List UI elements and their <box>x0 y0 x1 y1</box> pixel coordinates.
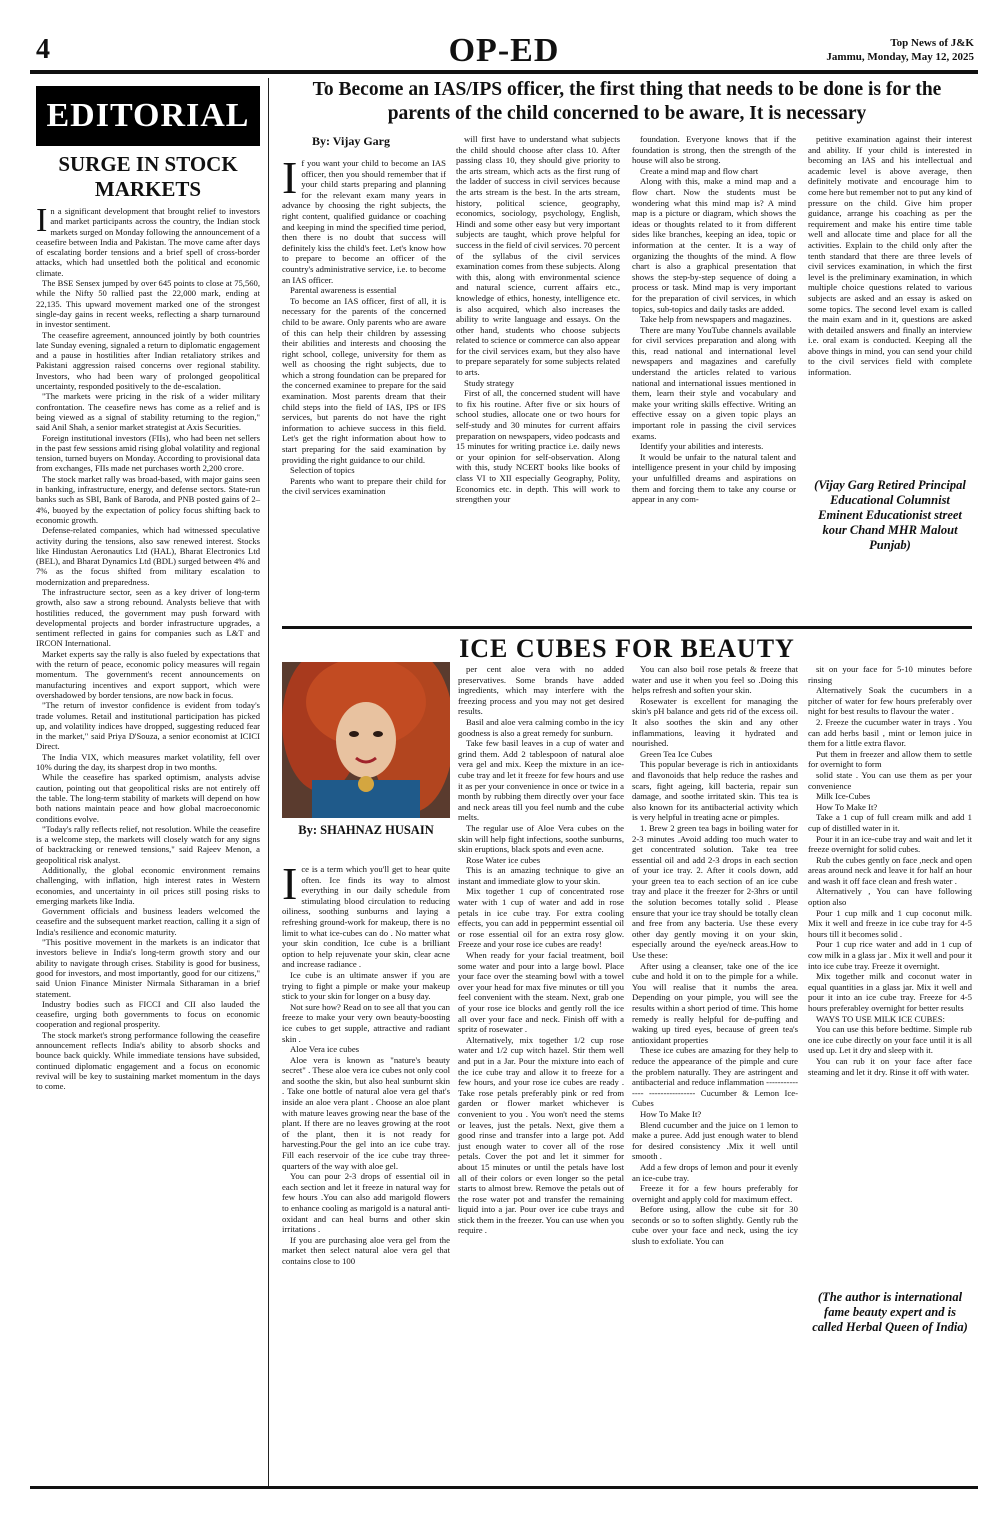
beauty-paragraph: Basil and aloe vera calming combo in the icy goodness is also a great remedy for sunburn. <box>458 716 624 738</box>
ias-dropcap: I <box>282 152 298 203</box>
beauty-paragraph: solid state . You can use them as per your convenience <box>808 769 972 791</box>
beauty-dropcap: I <box>282 858 298 909</box>
beauty-paragraph: Add a few drops of lemon and pour it evenly an ice-cube tray. <box>632 1161 798 1183</box>
beauty-paragraph: You can also boil rose petals & freeze that water and use it when you feel so .Doing this helps refresh and soften your skin. <box>632 664 798 696</box>
ias-byline: By: Vijay Garg <box>312 134 390 148</box>
beauty-paragraph: How To Make It? <box>816 801 878 812</box>
beauty-paragraph: Freeze it for a few hours preferably for overnight and apply cold for maximum effect. <box>632 1183 798 1204</box>
ias-paragraph: To become an IAS officer, first of all, it is necessary for the parents of the concerned child to be aware. Only parents who are aware of this can help their children by assessing their abilities and interests and choosing the right school, college, university for them as well as choosing the right subjects, due to which a strong foundation can be prepared for the concerned examinee to prepare for the said examination. Most parents dream that their child steps into the field of IAS, IPS or IFS services, but parents do not have the right information to achieve success in this field. Let's get the right information about how to start preparing for the said examination by providing the right guidance to our child. <box>282 295 446 465</box>
editorial-paragraph: n a significant development that brought relief to investors and market participants across the country, the Indian stock markets surged on Monday following the announcement of a ceasefire between India and Pakistan. The move came after days of escalating border tensions and a brief spell of cross-border attacks, which had unsettled both the political and economic climate. <box>36 206 260 278</box>
beauty-paragraph: Blend cucumber and the juice on 1 lemon to make a puree. Add just enough water to blend for desired consistency .Mix it well until smooth . <box>632 1119 798 1162</box>
ias-paragraph: First of all, the concerned student will have to fix his routine. After five or six hours of school studies, allocate one or two hours for self-study and 30 minutes for current affairs preparation on newspapers, video podcasts and 15 minutes for writing practice i.e. daily news or your opinion for self-observation. Along with this, study NCERT books like books of class VI to XII especially Geography, Polity, Economics etc. in depth. This will work to strengthen your <box>456 388 620 505</box>
beauty-paragraph: Before using, allow the cube sit for 30 seconds or so to soften slightly. Gently rub the cube over your face and neck, using the icy slush to exfoliate. You can <box>632 1204 798 1247</box>
masthead-rule <box>30 70 978 74</box>
editorial-paragraph: "This positive movement in the markets is an indicator that investors believe in India's long-term growth story and our ability to navigate through crises. Stability is good for business, good for investors, and most importantly, good for our citizens," said Union Finance Minister Nirmala Sitharaman in a brief statement. <box>36 937 260 999</box>
beauty-paragraph: Alternatively , You can have following option also <box>808 886 972 908</box>
editorial-paragraph: The stock market's strong performance following the ceasefire announcement reflects India's ability to absorb shocks and bounce back quickly. While immediate tensions have subsided, continued diplomatic engagement and a focus on economic revival will be key to sustaining market momentum in the days to come. <box>36 1029 260 1092</box>
beauty-paragraph: WAYS TO USE MILK ICE CUBES: <box>816 1013 945 1024</box>
editorial-paragraph: The India VIX, which measures market volatility, fell over 10% during the day, its sharpest drop in two months. <box>36 751 260 773</box>
beauty-paragraph: Pour it in an ice-cube tray and wait and let it freeze overnight for solid cubes. <box>808 833 972 855</box>
beauty-paragraph: Aloe Vera ice cubes <box>290 1044 360 1055</box>
editorial-paragraph: The stock market rally was broad-based, with major gains seen in banking, infrastructure, energy, and defense sectors. State-run banks such as SBI, Bank of Baroda, and PNB posted gains of 2–4%, buoyed by the expectation of policy focus shifting back to economic growth. <box>36 473 260 525</box>
editorial-paragraph: Foreign institutional investors (FIIs), who had been net sellers in the past few sessions amid rising global volatility and regional tension, turned buyers on Monday. According to provisional data from exchanges, FIIs made net purchases worth 2,200 crore. <box>36 432 260 474</box>
beauty-paragraph: How To Make It? <box>640 1108 702 1119</box>
beauty-col-1 <box>282 858 450 1267</box>
beauty-headline: ICE CUBES FOR BEAUTY <box>459 634 795 663</box>
paper-name: Top News of J&K <box>890 37 974 49</box>
editorial-paragraph: "The return of investor confidence is evident from today's trade volumes. Retail and institutional participation has picked up, and volatility indices have dropped, suggesting reduced fear in the market," said Priya D'Souza, a senior economist at ICICI Direct. <box>36 700 260 752</box>
editorial-paragraph: Industry bodies such as FICCI and CII also lauded the ceasefire, urging both governments to focus on economic cooperation and regional prosperity. <box>36 998 260 1030</box>
beauty-paragraph: per cent aloe vera with no added preservatives. Some brands have added ingredients, which may interfere with the freezing process and you may not get desired results. <box>458 664 624 717</box>
ias-paragraph: Along with this, make a mind map and a flow chart. Now the students must be wondering what this mind map is? A mind map is a picture or diagram, which shows the ideas or thoughts related to it from different sides like branches, keeping an idea, topic or information at the center. It is a way of organizing the thoughts of the mind. A flow chart is also a graphical presentation that shows the step-by-step sequence of doing a process or task. Mind map is very important for the preparation of civil services, in which topics, sub-topics and daily tasks are added. <box>632 176 796 314</box>
beauty-paragraph: Put them in freezer and allow them to settle for overnight to form <box>808 748 972 770</box>
beauty-paragraph: Milk Ice-Cubes <box>816 791 871 802</box>
paper-info <box>826 36 974 64</box>
beauty-paragraph: This popular beverage is rich in antioxidants and flavonoids that help reduce the rashes and scars, fight ageing, kill bacteria, repair sun damage, and soothe irritated skin. This tea is also known for its antibacterial activity which is very helpful in treating acne or pimples. <box>632 759 798 823</box>
editorial-dropcap: I <box>36 202 48 239</box>
editorial-body <box>36 202 260 1092</box>
beauty-paragraph: Rose Water ice cubes <box>466 854 541 865</box>
ias-paragraph: f you want your child to become an IAS officer, then you should remember that if your child starts preparing and planning for the relevant exam many years in advance by choosing the right subjects, the right content, qualified guidance or coaching and keeping in mind the specified time period, then there is no doubt that success will definitely kiss the child's feet. Let's know how to prepare to become an officer of the country's administrative service, i.e. to become an IAS officer. <box>282 158 446 285</box>
beauty-signature: (The author is international fame beauty expert and is called Herbal Queen of India) <box>812 1290 968 1334</box>
editorial-paragraph: While the ceasefire has sparked optimism, analysts advise caution, pointing out that geopolitical risks are not entirely off the table. The long-term stability of markets will depend on how both nations maintain peace and how global macroeconomic conditions evolve. <box>36 772 260 824</box>
beauty-paragraph: Pour 1 cup rice water and add in 1 cup of cow milk in a glass jar . Mix it well and pour it into ice cube tray. Freeze it overnight. <box>808 939 972 971</box>
ias-paragraph: There are many YouTube channels available for civil services preparation and along with this, read national and international level newspapers and magazines and carefully understand the articles related to various national and international issues mentioned in them, learn their style and vocabulary and make your writing skills effective. Writing an effective essay on a given topic plays an important role in passing the civil services exams. <box>632 324 796 441</box>
beauty-paragraph: Rosewater is excellent for managing the skin's pH balance and gets rid of the excess oil. It also soothes the skin and any other inflammations, leaving it hydrated and nourished. <box>632 695 798 749</box>
beauty-paragraph: You can rub it on your face after face steaming and let it dry. Rinse it off with water. <box>808 1055 972 1077</box>
ias-col-1 <box>282 152 446 497</box>
dateline: Jammu, Monday, May 12, 2025 <box>826 51 974 63</box>
beauty-col-2 <box>458 664 624 1236</box>
beauty-paragraph: ce is a term which you'll get to hear quite often. Ice finds its way to almost everything in our daily schedule from stimulating blood circulation to reducing oiliness, soothing sunburns and laying a refreshing ground-work for makeup, there is no limit to what ice-cubes can do . No matter what your skin condition, Ice cube is a brilliant option to help rejuvenate your skin, clear acne and increase radiance . <box>282 864 450 970</box>
beauty-paragraph: Ice cube is an ultimate answer if you are trying to fight a pimple or make your makeup stick to your skin for longer on a busy day. <box>282 969 450 1002</box>
beauty-paragraph: You can pour 2-3 drops of essential oil in each section and let it freeze in natural way for few hours .You can also add marigold flowers to enhance cooling as marigold is a natural anti-oxidant and can heal burns and other skin irritations . <box>282 1171 450 1235</box>
editorial-paragraph: The ceasefire agreement, announced jointly by both countries late Sunday evening, signaled a return to diplomatic engagement and a pause in hostilities after Indian retaliatory strikes and Pakistani aggression raised concerns over regional stability. Investors, who had been wary of prolonged geopolitical uncertainty, responded positively to the de-escalation. <box>36 329 260 392</box>
ias-paragraph: Study strategy <box>464 377 514 388</box>
ias-col-4 <box>808 134 972 378</box>
ias-paragraph: It would be unfair to the natural talent and intelligence present in your child by imposing your unfulfilled dreams and aspirations on them and forcing them to take any course or appear in any com- <box>632 451 796 505</box>
beauty-paragraph: Rub the cubes gently on face ,neck and open areas around neck and leave it for half an hour and wash it off face clean and fresh water . <box>808 854 972 886</box>
beauty-paragraph: Alternatively Soak the cucumbers in a pitcher of water for few hours preferably over night for best results to flavour the water . <box>808 685 972 717</box>
page-number: 4 <box>36 34 50 65</box>
beauty-paragraph: Mix together milk and coconut water in equal quantities in a glass jar. Mix it well and pour it into an ice cube tray. Freeze for 4-5 hours preferabley overnight for better results <box>808 971 972 1013</box>
ias-paragraph: foundation. Everyone knows that if the foundation is strong, then the strength of the house will also be strong. <box>632 134 796 166</box>
author-portrait-image <box>282 662 450 818</box>
editorial-paragraph: "Today's rally reflects relief, not resolution. While the ceasefire is a welcome step, the markets will closely watch for any signs of backtracking or renewed tensions," said Rajeev Menon, a geopolitical risk analyst. <box>36 823 260 865</box>
beauty-paragraph: When ready for your facial treatment, boil some water and pour into a large bowl. Place your face over the steaming bowl with a towel over your head for max five minutes or till you feel convenient with the steam. Next, grab one of your rose ice blocks and gently roll the ice all over your face and neck. Finish off with a spritz of rosewater . <box>458 950 624 1035</box>
editorial-paragraph: The BSE Sensex jumped by over 645 points to close at 75,560, while the Nifty 50 rallied past the 22,000 mark, ending at 22,135. This upward movement marked one of the strongest single-day gains in recent weeks, reflecting a sharp turnaround in investor sentiment. <box>36 278 260 330</box>
section-title: OP-ED <box>448 32 560 69</box>
beauty-paragraph: The regular use of Aloe Vera cubes on the skin will help fight infections, soothe sunburns, skin eruptions, black spots and even acne. <box>458 822 624 855</box>
section-rule <box>282 626 972 629</box>
footer-rule <box>30 1486 978 1489</box>
editorial-paragraph: "The markets were pricing in the risk of a wider military confrontation. The ceasefire news has come as a relief and is being viewed as a signal of stability returning to the region," said Anil Shah, a senior market strategist at Axis Securities. <box>36 391 260 433</box>
beauty-col-4 <box>808 664 972 1077</box>
beauty-paragraph: 1. Brew 2 green tea bags in boiling water for 2-3 minutes .Avoid adding too much water to get concentrated solution. Take tea tree essential oil and add 2-3 drops in each section of your ice tray. 2. After it cools down, add your green tea to each section of an ice cube tray and place it the freezer for 2-3hrs or until the solution becomes totally solid . Please ensure that your ice tray should be totally clean and free from any bacteria. Use these every other day gently moving it on your skin, especially around the eye/neck areas.How to Use these: <box>632 822 798 961</box>
ias-paragraph: Parents who want to prepare their child for the civil services examination <box>282 475 446 497</box>
ias-signature: (Vijay Garg Retired Principal Educational Columnist Eminent Educationist street kour Chand MHR Malout Punjab) <box>814 478 966 552</box>
editorial-paragraph: Additionally, the global economic environment remains challenging, with inflation, high interest rates in Western economies, and uncertainty in oil prices still posing risks to emerging markets like India. <box>36 865 260 906</box>
beauty-paragraph: sit on your face for 5-10 minutes before rinsing <box>808 664 972 685</box>
editorial-headline: SURGE IN STOCK MARKETS <box>58 152 238 201</box>
beauty-paragraph: Take a 1 cup of full cream milk and add 1 cup of distilled water in it. <box>808 812 972 833</box>
beauty-paragraph: Not sure how? Read on to see all that you can freeze to make your very own beauty-boosting ice cubes to get supple, attractive and radiant skin . <box>282 1001 450 1044</box>
beauty-paragraph: Aloe vera is known as "nature's beauty secret" . These aloe vera ice cubes not only cool and soothe the skin, but also heal sunburnt skin . Take one bottle of natural aloe vera gel that's inside an aloe vera plant . Choose an aloe plant with mature leaves growing near the base of the plant. If there are no leaves growing at the root of the plant, then it is not ready for harvesting.Pour the gel into an ice cube tray. Fill each reservoir of the ice cube tray three-quarters of the way with aloe gel. <box>282 1054 450 1171</box>
ias-col-3 <box>632 134 796 505</box>
beauty-col-3 <box>632 664 798 1247</box>
ias-paragraph: Create a mind map and flow chart <box>640 165 759 176</box>
ias-paragraph: Parental awareness is essential <box>290 285 397 296</box>
ias-paragraph: will first have to understand what subjects the child should choose after class 10. After passing class 10, they should give priority to the arts stream, which acts as the first rung of the ladder of success in civil services because the arts stream is the best. In the arts stream, history, political science, geography, economics, sociology, psychology, English, Hindi and some other easy but very important subjects are taught, which prove helpful for success in the field of civil services. 70 percent of the syllabus of the civil services examination comes from these subjects. Along with this, along with environmental science and natural science, current affairs etc., knowledge of ethics, honesty, intelligence etc. is also acquired, which also increases the ability to write language and essays. On the other hand, students who choose subjects related to science or commerce can also appear for the civil services exam, but they also have to prepare separately for some subjects related to arts. <box>456 134 620 378</box>
beauty-paragraph: This is an amazing technique to give an instant and immediate glow to your skin. <box>458 865 624 886</box>
ias-paragraph: Take help from newspapers and magazines. <box>640 314 792 325</box>
beauty-paragraph: After using a cleanser, take one of the ice cube and hold it on to the pimple for a while. You will realise that it numbs the area. Depending on your pimple, you will see the results within a short period of time. This home remedy is really helpful for de-puffing and waking up tired eyes, because of green tea's antioxidant properties <box>632 960 798 1045</box>
editorial-paragraph: Defense-related companies, which had witnessed speculative activity during the tensions, also saw renewed interest. Stocks like Hindustan Aeronautics Ltd (HAL), Bharat Electronics Ltd (BEL), and Bharat Dynamics Ltd (BDL) surged between 4% and 7% as the focus shifted from military escalation to modernization and preparedness. <box>36 525 260 587</box>
beauty-byline: By: SHAHNAZ HUSAIN <box>298 823 434 837</box>
ias-headline: To Become an IAS/IPS officer, the first thing that needs to be done is for the parents of the child concerned to be aware, It is necessary <box>312 79 942 124</box>
beauty-paragraph: 2. Freeze the cucumber water in trays . You can add herbs basil , mint or lemon juice in them for a little extra flavor. <box>808 716 972 749</box>
beauty-paragraph: Pour 1 cup milk and 1 cup coconut milk. Mix it well and freeze in ice cube tray for 4-5 hours till it becomes solid . <box>808 907 972 939</box>
beauty-paragraph: Mix together 1 cup of concentrated rose water with 1 cup of water and add in rose petals in ice cube tray. For extra cooling effects, you can add in peppermint essential oil or rose essential oil for an extra rosy glow. Freeze and your rose ice cubes are ready! <box>458 886 624 950</box>
beauty-paragraph: You can use this before bedtime. Simple rub one ice cube directly on your face until it is all used up. Let it dry and sleep with it. <box>808 1024 972 1056</box>
editorial-label: EDITORIAL <box>36 86 260 146</box>
editorial-paragraph: Market experts say the rally is also fueled by expectations that with the return of peace, economic policy measures will regain momentum. The government's recent announcements on manufacturing incentives and export support, which were overshadowed by border tensions, are now back in focus. <box>36 648 260 700</box>
ias-col-2 <box>456 134 620 505</box>
beauty-paragraph: Alternatively, mix together 1/2 cup rose water and 1/2 cup witch hazel. Stir them well and put in a Jar. Pour the mixture into each of the ice cube tray and allow it to freeze for a few hours, and your rose ice cubes are ready . Take rose petals preferably pink or red from garden or flower market whichever is convenient to you . You won't need the stems or leaves, just the petals. Next, give them a good rinse and transfer into a large pot. Add just enough water to cover all of the rose petals. Cover the pot and let it simmer for about 15 minutes or until the petals have lost all of their colors or even longer so the petal starts to almost brew. Remove the petals out of the rose water pot and transfer the remaining liquid into a jar. Pour over ice cube trays and stick them in the freezer. You can use when you require . <box>458 1034 624 1236</box>
column-divider <box>268 78 269 1488</box>
ias-paragraph: Identify your abilities and interests. <box>640 441 764 452</box>
beauty-paragraph: Take few basil leaves in a cup of water and grind them. Add 2 tablespoon of natural aloe vera gel and mix. Keep the mixture in an ice-cube tray and let it freeze for few hours and use it as per your convenience in once or twice in a month by rubbing them directly over your face and neck areas till you feel numb and the cube melts. <box>458 738 624 823</box>
editorial-paragraph: Government officials and business leaders welcomed the ceasefire and the subsequent market reaction, calling it a sign of India's resilience and economic maturity. <box>36 906 260 937</box>
beauty-paragraph: Green Tea Ice Cubes <box>640 748 713 759</box>
ias-paragraph: petitive examination against their interest and ability. If your child is interested in becoming an IAS and his intellectual and academic level is above average, then definitely motivate and encourage him to come here but remember not to put any kind of pressure on the child. Give him proper guidance, arrange his coaching as per the requirement and make his entire time table well and allocate time and place for all the activities. Explain to the child only after the tenth standard that there are three levels of civil services examination, in which the first level is the preliminary examination, in which multiple choice questions related to various subjects are asked and an essay is asked on some topics. The second level exam is called the main exam and in it, questions are asked with detailed answers and finally an interview i.e. oral exam is conducted. Keeping all the above things in mind, you can send your child to the civil services field with complete information. <box>808 134 972 378</box>
beauty-paragraph: These ice cubes are amazing for they help to reduce the appearance of the pimple and cure the problem naturally. They are astringent and antibacterial and reduce inflammation --------------- ---------------- Cucumber & Lemon Ice-Cubes <box>632 1045 798 1109</box>
beauty-paragraph: If you are purchasing aloe vera gel from the market then select natural aloe vera gel that contains close to 100 <box>282 1234 450 1266</box>
editorial-paragraph: The infrastructure sector, seen as a key driver of long-term growth, also saw a strong rebound. Analysts believe that with hostilities reduced, the government may push forward with developmental projects and border infrastructure upgrades, a sentiment reflected in gains for companies such as L&T and IRCON International. <box>36 586 260 649</box>
author-photo <box>282 662 450 818</box>
ias-paragraph: Selection of topics <box>290 465 355 476</box>
